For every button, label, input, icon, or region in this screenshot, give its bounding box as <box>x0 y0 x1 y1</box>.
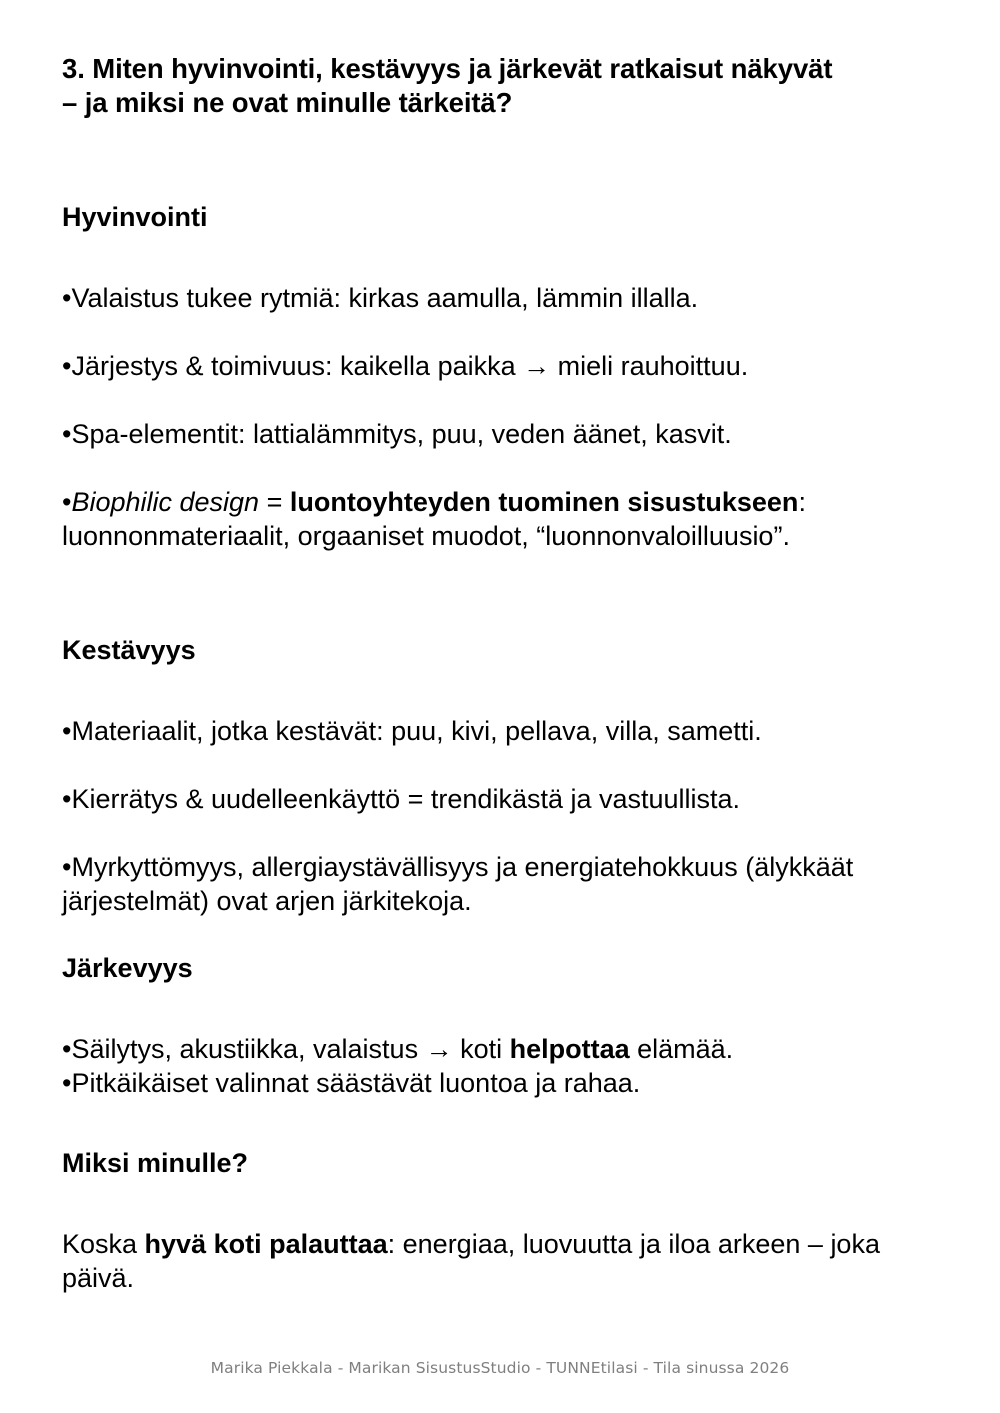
spacer <box>62 667 934 714</box>
spacer <box>62 234 934 281</box>
closing-lead: Koska <box>62 1229 145 1259</box>
page-title-line-1: 3. Miten hyvinvointi, kestävyys ja järkevät ratkaisut näkyvät <box>62 53 833 84</box>
section-heading-miksi-minulle: Miksi minulle? <box>62 1148 249 1178</box>
bullet-pitkaikaiset: •Pitkäikäiset valinnat säästävät luontoa ja rahaa. <box>62 1068 641 1098</box>
page-title <box>62 52 934 120</box>
sailytys-tail: elämää. <box>629 1034 734 1064</box>
spacer <box>62 451 934 485</box>
spacer <box>62 918 934 952</box>
spacer <box>62 816 934 850</box>
spacer <box>62 553 934 634</box>
biophilic-term: Biophilic design <box>71 487 260 517</box>
section-heading-jarkevyys: Järkevyys <box>62 953 193 983</box>
section-heading-kestavyys: Kestävyys <box>62 635 196 665</box>
closing-tail: : energiaa, luovuutta ja iloa arkeen – joka päivä. <box>62 1229 880 1293</box>
footer-credit: Marika Piekkala - Marikan SisustusStudio - TUNNEtilasi - Tila sinussa 2026 <box>210 1359 790 1377</box>
bullet-sailytys <box>62 1032 934 1066</box>
page-title-line-2: – ja miksi ne ovat minulle tärkeitä? <box>62 87 513 118</box>
spacer <box>62 120 934 201</box>
closing-paragraph <box>62 1227 934 1295</box>
spacer <box>62 748 934 782</box>
sailytys-lead: •Säilytys, akustiikka, valaistus → koti <box>62 1034 510 1064</box>
spacer <box>62 383 934 417</box>
bullet-mark: • <box>62 487 72 517</box>
spacer <box>62 985 934 1032</box>
spacer <box>62 1180 934 1227</box>
closing-bold-phrase: hyvä koti palauttaa <box>144 1229 388 1259</box>
bullet-myrkyttomyys: •Myrkyttömyys, allergiaystävällisyys ja energiatehokkuus (älykkäät järjestelmät) ovat arjen järkitekoja. <box>62 852 854 916</box>
equals-sign: = <box>259 487 290 517</box>
document-body <box>62 52 934 1295</box>
bullet-jarjestys: •Järjestys & toimivuus: kaikella paikka → mieli rauhoittuu. <box>62 351 749 381</box>
biophilic-definition: luontoyhteyden tuominen sisustukseen <box>289 487 799 517</box>
bullet-materiaalit: •Materiaalit, jotka kestävät: puu, kivi, pellava, villa, sametti. <box>62 716 762 746</box>
biophilic-tail: : luonnonmateriaalit, orgaaniset muodot, “luonnonvaloilluusio”. <box>62 487 806 551</box>
section-heading-hyvinvointi: Hyvinvointi <box>62 202 208 232</box>
bullet-kierratys: •Kierrätys & uudelleenkäyttö = trendikästä ja vastuullista. <box>62 784 741 814</box>
bullet-valaistus: •Valaistus tukee rytmiä: kirkas aamulla, lämmin illalla. <box>62 283 699 313</box>
spacer <box>62 1100 934 1147</box>
bullet-spa-elementit: •Spa-elementit: lattialämmitys, puu, veden äänet, kasvit. <box>62 419 732 449</box>
bullet-biophilic-design <box>62 485 934 553</box>
sailytys-bold-word: helpottaa <box>509 1034 630 1064</box>
spacer <box>62 315 934 349</box>
